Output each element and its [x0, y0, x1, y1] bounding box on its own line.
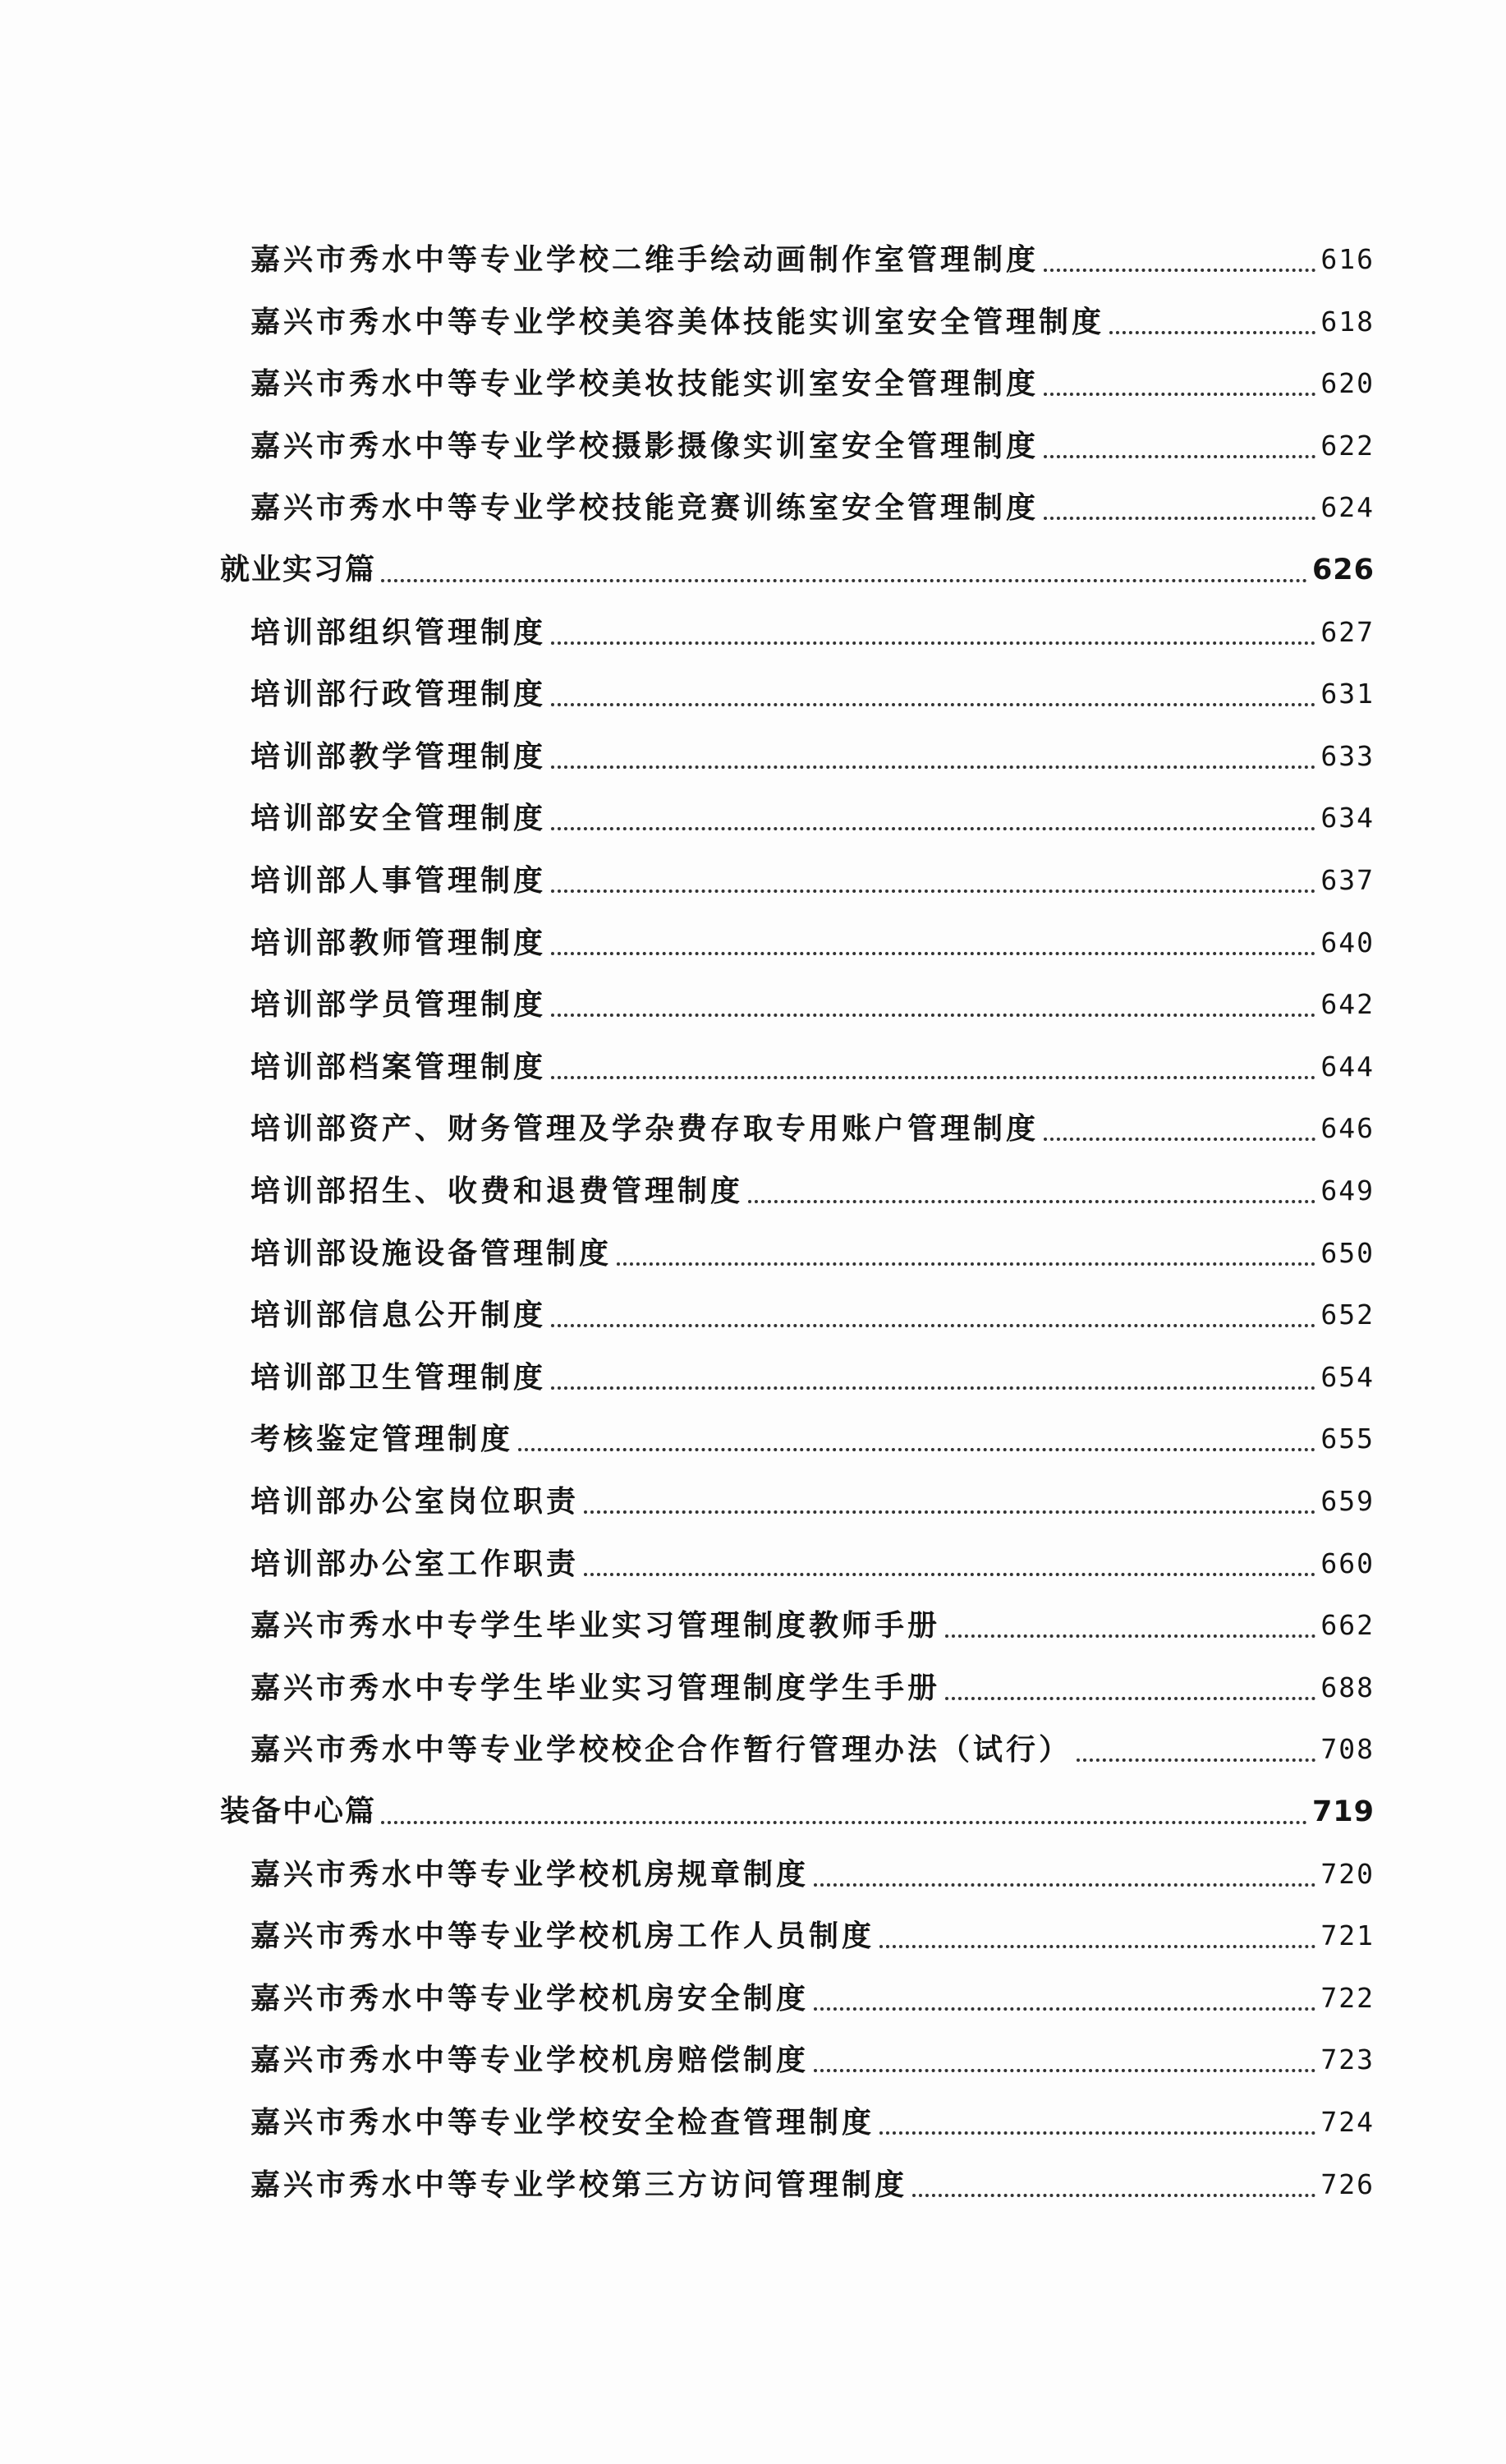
toc-entry-row	[250, 478, 1375, 527]
toc-page-number: 642	[1320, 988, 1375, 1021]
toc-page-number: 626	[1311, 554, 1375, 586]
toc-page-number: 618	[1320, 305, 1375, 338]
toc-page-number: 723	[1320, 2043, 1375, 2076]
toc-entry-title: 嘉兴市秀水中专学生毕业实习管理制度教师手册	[250, 1608, 941, 1643]
toc-page-number: 622	[1320, 429, 1375, 462]
toc-dot-leader	[551, 759, 1315, 769]
toc-entry-title: 嘉兴市秀水中专学生毕业实习管理制度学生手册	[250, 1670, 941, 1705]
toc-entry-row	[250, 1099, 1375, 1148]
toc-entry-title: 培训部设施设备管理制度	[250, 1235, 613, 1271]
toc-dot-leader	[1044, 1131, 1315, 1141]
toc-dot-leader	[1044, 262, 1315, 272]
toc-page-number: 633	[1320, 739, 1375, 772]
toc-entry-row	[250, 1845, 1375, 1894]
toc-entry-row	[250, 292, 1375, 342]
toc-entry-row	[250, 1658, 1375, 1708]
toc-page-number: 655	[1320, 1423, 1375, 1455]
toc-dot-leader	[518, 1441, 1315, 1451]
toc-entry-row	[250, 603, 1375, 652]
toc-dot-leader	[912, 2187, 1315, 2197]
toc-entry-title: 培训部教师管理制度	[250, 925, 547, 960]
toc-dot-leader	[551, 883, 1315, 893]
toc-dot-leader	[381, 1814, 1307, 1824]
toc-entry-title: 嘉兴市秀水中等专业学校机房工作人员制度	[250, 1919, 875, 1954]
toc-dot-leader	[1077, 1752, 1315, 1762]
toc-entry-title: 考核鉴定管理制度	[250, 1422, 514, 1457]
toc-dot-leader	[1044, 448, 1315, 458]
toc-dot-leader	[551, 1380, 1315, 1390]
toc-entry-title: 嘉兴市秀水中等专业学校机房安全制度	[250, 1980, 810, 2016]
toc-dot-leader	[617, 1256, 1315, 1266]
toc-entry-title: 嘉兴市秀水中等专业学校美容美体技能实训室安全管理制度	[250, 304, 1105, 339]
toc-entry-title: 培训部安全管理制度	[250, 801, 547, 836]
toc-dot-leader	[381, 572, 1307, 582]
toc-entry-title: 嘉兴市秀水中等专业学校机房规章制度	[250, 1856, 810, 1892]
toc-section-row	[220, 1782, 1375, 1832]
toc-entry-title: 嘉兴市秀水中等专业学校第三方访问管理制度	[250, 2167, 908, 2202]
toc-page-number: 637	[1320, 864, 1375, 896]
toc-page-number: 659	[1320, 1485, 1375, 1517]
toc-entry-row	[250, 727, 1375, 776]
toc-dot-leader	[551, 821, 1315, 830]
toc-section-row	[220, 540, 1375, 590]
toc-entry-title: 培训部行政管理制度	[250, 677, 547, 712]
toc-page-number: 620	[1320, 367, 1375, 400]
toc-entry-row	[250, 2030, 1375, 2080]
toc-entry-row	[250, 788, 1375, 838]
toc-entry-row	[250, 1348, 1375, 1397]
toc-page-number: 719	[1311, 1795, 1375, 1828]
toc-dot-leader	[1109, 324, 1315, 334]
toc-entry-title: 培训部卫生管理制度	[250, 1359, 547, 1395]
toc-page-number: 634	[1320, 802, 1375, 834]
toc-dot-leader	[551, 635, 1315, 645]
toc-entry-row	[250, 913, 1375, 963]
toc-entry-title: 培训部办公室工作职责	[250, 1546, 580, 1581]
toc-entry-title: 培训部教学管理制度	[250, 738, 547, 774]
toc-entry-row	[250, 851, 1375, 900]
toc-dot-leader	[551, 1007, 1315, 1017]
toc-entry-row	[250, 1472, 1375, 1521]
toc-page-number: 640	[1320, 926, 1375, 958]
toc-section-title: 装备中心篇	[220, 1795, 377, 1828]
toc-page-number: 650	[1320, 1236, 1375, 1269]
toc-page-number: 720	[1320, 1857, 1375, 1890]
toc-entry-title: 嘉兴市秀水中等专业学校二维手绘动画制作室管理制度	[250, 242, 1040, 277]
toc-page-number: 724	[1320, 2106, 1375, 2138]
toc-entry-title: 嘉兴市秀水中等专业学校技能竞赛训练室安全管理制度	[250, 490, 1040, 526]
toc-page-number: 726	[1320, 2167, 1375, 2200]
toc-entry-row	[250, 664, 1375, 714]
toc-entry-title: 培训部资产、财务管理及学杂费存取专用账户管理制度	[250, 1111, 1040, 1147]
toc-page-number: 624	[1320, 491, 1375, 524]
toc-dot-leader	[945, 1628, 1315, 1638]
toc-page-number: 721	[1320, 1919, 1375, 1952]
toc-entry-row	[250, 1409, 1375, 1459]
toc-entry-row	[250, 975, 1375, 1024]
toc-dot-leader	[814, 1877, 1315, 1887]
toc-dot-leader	[814, 2001, 1315, 2011]
toc-entry-row	[250, 1720, 1375, 1769]
toc-dot-leader	[1044, 386, 1315, 396]
toc-dot-leader	[551, 1069, 1315, 1079]
toc-entry-row	[250, 230, 1375, 279]
toc-page-number: 660	[1320, 1547, 1375, 1579]
toc-dot-leader	[584, 1566, 1315, 1576]
toc-entry-row	[250, 1037, 1375, 1087]
toc-entry-title: 培训部人事管理制度	[250, 863, 547, 898]
toc-entry-row	[250, 1224, 1375, 1273]
toc-dot-leader	[748, 1193, 1315, 1203]
toc-entry-row	[250, 354, 1375, 403]
toc-entry-row	[250, 1161, 1375, 1211]
toc-dot-leader	[879, 1938, 1315, 1948]
toc-entry-row	[250, 1285, 1375, 1335]
toc-entry-row	[250, 1969, 1375, 2018]
toc-dot-leader	[945, 1690, 1315, 1700]
toc-entry-title: 嘉兴市秀水中等专业学校美妆技能实训室安全管理制度	[250, 366, 1040, 402]
toc-page-number: 652	[1320, 1299, 1375, 1331]
toc-entry-row	[250, 1906, 1375, 1956]
toc-entry-title: 培训部档案管理制度	[250, 1049, 547, 1084]
toc-entry-row	[250, 416, 1375, 466]
toc-entry-title: 培训部组织管理制度	[250, 614, 547, 650]
toc-entry-title: 培训部办公室岗位职责	[250, 1484, 580, 1519]
toc-entry-title: 嘉兴市秀水中等专业学校摄影摄像实训室安全管理制度	[250, 428, 1040, 463]
toc-entry-title: 嘉兴市秀水中等专业学校校企合作暂行管理办法（试行）	[250, 1732, 1072, 1768]
toc-entry-title: 培训部招生、收费和退费管理制度	[250, 1174, 744, 1208]
toc-dot-leader	[551, 945, 1315, 955]
toc-dot-leader	[1044, 510, 1315, 520]
toc-entry-title: 培训部学员管理制度	[250, 987, 547, 1023]
toc-entry-title: 培训部信息公开制度	[250, 1298, 547, 1333]
toc-entry-row	[250, 1534, 1375, 1584]
toc-dot-leader	[814, 2062, 1315, 2072]
toc-page-number: 649	[1320, 1175, 1375, 1207]
toc-dot-leader	[584, 1504, 1315, 1514]
toc-entry-title: 嘉兴市秀水中等专业学校机房赔偿制度	[250, 2043, 810, 2078]
toc-page-number: 616	[1320, 243, 1375, 275]
toc-page-number: 722	[1320, 1981, 1375, 2014]
toc-page-number: 631	[1320, 678, 1375, 710]
toc-page-number: 654	[1320, 1360, 1375, 1393]
toc-page-number: 688	[1320, 1671, 1375, 1703]
toc-entry-row	[250, 2093, 1375, 2142]
toc-page-number: 644	[1320, 1050, 1375, 1083]
toc-dot-leader	[879, 2125, 1315, 2135]
toc-page-number: 627	[1320, 615, 1375, 648]
toc-dot-leader	[551, 696, 1315, 706]
toc-entry-title: 嘉兴市秀水中等专业学校安全检查管理制度	[250, 2105, 875, 2140]
toc-dot-leader	[551, 1317, 1315, 1327]
toc-section-title: 就业实习篇	[220, 553, 377, 586]
toc-page-number: 662	[1320, 1609, 1375, 1642]
toc-entry-row	[250, 1596, 1375, 1645]
toc-page-number: 646	[1320, 1112, 1375, 1145]
toc-page-number: 708	[1320, 1733, 1375, 1766]
toc-entry-row	[250, 2155, 1375, 2204]
